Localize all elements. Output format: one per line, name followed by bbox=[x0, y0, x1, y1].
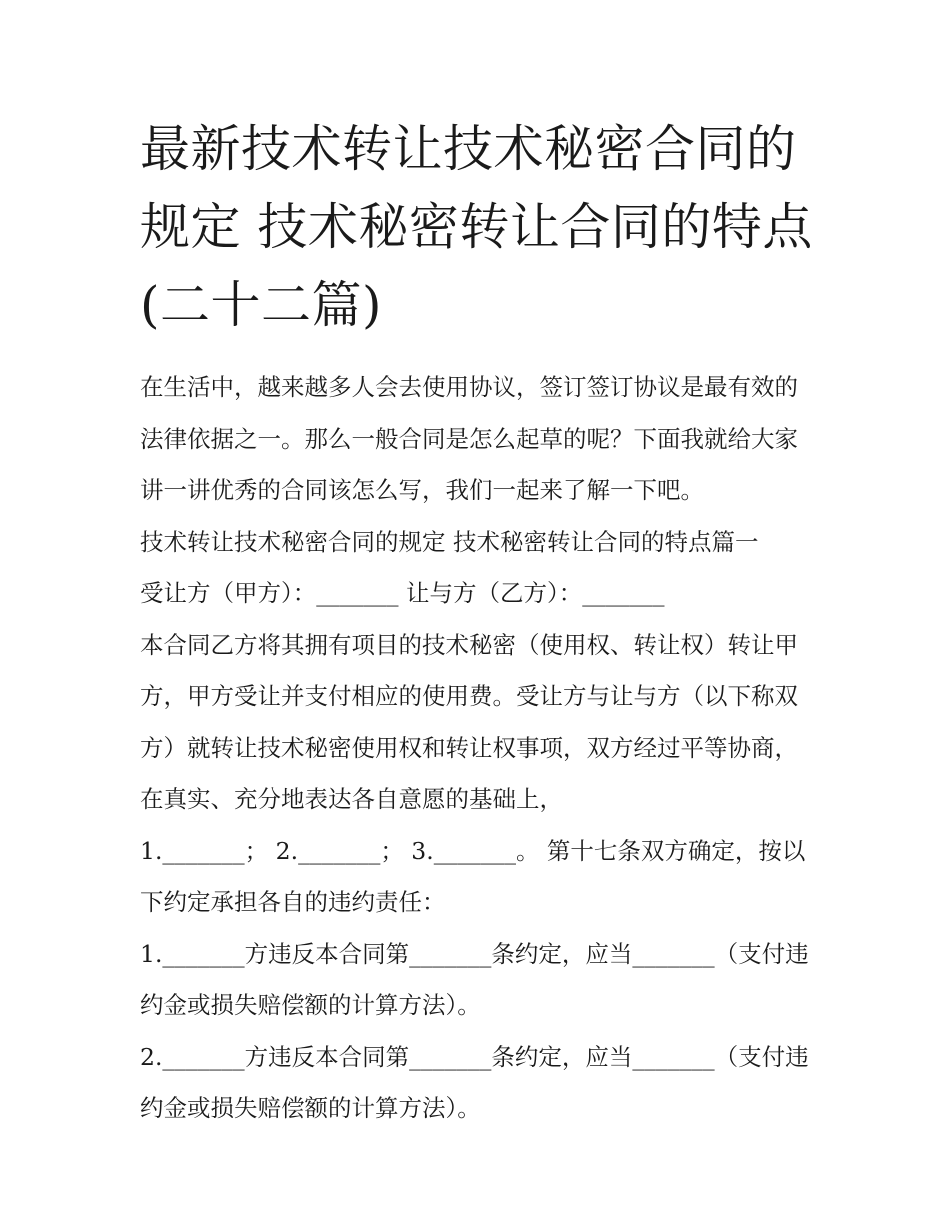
document-title: 最新技术转让技术秘密合同的规定 技术秘密转让合同的特点(二十二篇) bbox=[140, 120, 813, 334]
clause-list-paragraph: 1._______； 2._______； 3._______。 第十七条双方确定，按以下约定承担各自的违约责任： bbox=[140, 836, 806, 916]
section-heading: 技术转让技术秘密合同的规定 技术秘密转让合同的特点篇一 bbox=[140, 527, 759, 556]
intro-paragraph: 在生活中，越来越多人会去使用协议，签订签订协议是最有效的法律依据之一。那么一般合同是怎么起草的呢？下面我就给大家讲一讲优秀的合同该怎么写，我们一起来了解一下吧。 bbox=[140, 373, 798, 504]
breach-clause-1: 1._______方违反本合同第_______条约定，应当_______（支付违约金或损失赔偿额的计算方法）。 bbox=[140, 939, 809, 1019]
parties-line: 受让方（甲方）：_______ 让与方（乙方）：_______ bbox=[140, 579, 665, 607]
document-page bbox=[140, 110, 820, 1135]
breach-clause-2: 2._______方违反本合同第_______条约定，应当_______（支付违约金或损失赔偿额的计算方法）。 bbox=[140, 1042, 809, 1122]
contract-body-paragraph: 本合同乙方将其拥有项目的技术秘密（使用权、转让权）转让甲方，甲方受让并支付相应的使用费。受让方与让与方（以下称双方）就转让技术秘密使用权和转让权事项，双方经过平等协商，在真实、充分地表达各自意愿的基础上， bbox=[140, 630, 798, 813]
